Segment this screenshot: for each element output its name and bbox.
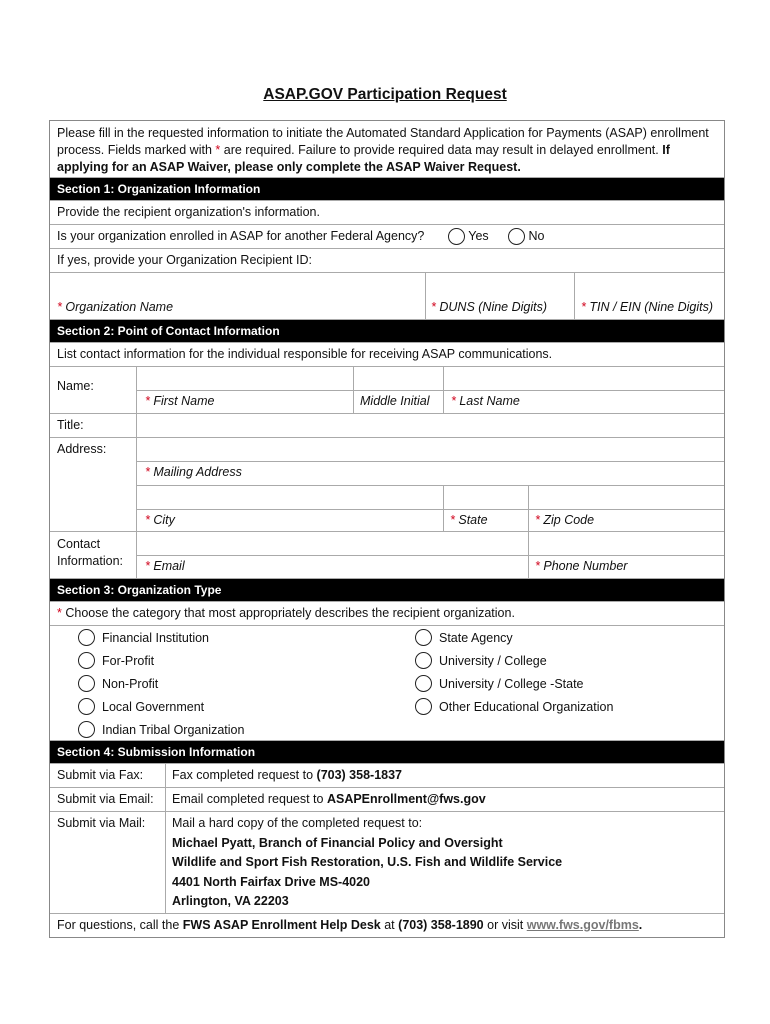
page-title: ASAP.GOV Participation Request [263,86,507,103]
footer-at: at [384,918,395,932]
mailing-address-label: Mailing Address [153,465,242,479]
email-value [166,788,724,811]
option-label: For-Profit [102,654,155,668]
option-label: Other Educational Organization [439,700,614,714]
help-desk-phone: (703) 358-1890 [398,918,484,932]
intro-sentence: Please fill in the requested information to initiate the Automated Standard Application for Payments (ASAP) enrollment process. Fields marked with [57,126,709,157]
title-label: Title: [57,418,84,432]
address-fields: * Mailing Address * City * State * Zip Code [136,438,724,531]
tin-label: TIN / EIN (Nine Digits) [589,300,713,314]
name-fields: * First Name Middle Initial * Last Name [136,367,724,413]
required-asterisk: * [215,143,221,157]
recipient-id-text: If yes, provide your Organization Recipient ID: [50,248,724,272]
option-label: State Agency [439,631,513,645]
org-name-label: Organization Name [65,300,174,314]
option-label: University / College -State [439,677,584,691]
fax-text: Fax completed request to [172,768,314,782]
zip-label: Zip Code [543,513,595,527]
option-local-government[interactable] [78,698,204,716]
mail-text: Mail a hard copy of the completed request to: [172,816,423,830]
yes-radio[interactable] [448,228,465,245]
option-label: Local Government [102,700,205,714]
contact-list-text: List contact information for the individual responsible for receiving ASAP communications. [50,342,724,366]
no-radio[interactable] [508,228,525,245]
option-label: Indian Tribal Organization [102,723,245,737]
enrollment-email: ASAPEnrollment@fws.gov [326,792,486,806]
org-type-options [50,625,724,740]
mail-label: Submit via Mail: [50,812,166,913]
radio-icon[interactable] [415,698,432,715]
title-row [50,413,724,437]
waiver-note: If applying for an ASAP Waiver, please only complete the ASAP Waiver Request. [57,143,670,174]
option-university-state[interactable] [415,675,584,693]
footer-row [50,913,724,937]
request-form [49,120,725,938]
intro-text [50,121,724,177]
last-name-label: Last Name [459,394,520,408]
footer-text: For questions, call the [57,918,180,932]
option-label: Non-Profit [102,677,159,691]
mail-row [50,811,724,913]
information-label: Information: [57,554,124,568]
radio-icon[interactable] [415,629,432,646]
choose-category-text: Choose the category that most appropriately describes the recipient organization. [65,606,515,620]
footer-visit: or visit [487,918,524,932]
provide-info-text: Provide the recipient organization's information. [50,200,724,224]
email-submit-label: Submit via Email: [50,788,166,811]
phone-label: Phone Number [543,559,628,573]
org-fields-row: * Organization Name * DUNS (Nine Digits) * TIN / EIN (Nine Digits) [50,272,724,319]
enrolled-question-row [50,224,724,248]
option-financial-institution[interactable] [78,629,209,647]
mail-value [166,812,724,912]
no-label: No [528,229,545,243]
address-block [50,437,724,531]
choose-category-row: * Choose the category that most appropriately describes the recipient organization. [50,601,724,625]
city-label: City [153,513,175,527]
option-label: Financial Institution [102,631,210,645]
mail-line-1: Michael Pyatt, Branch of Financial Policy and Oversight [172,835,503,850]
name-label: Name: [57,379,94,393]
fbms-link[interactable]: www.fws.gov/fbms [526,918,639,932]
mail-line-4: Arlington, VA 22203 [172,894,289,908]
option-indian-tribal[interactable] [78,721,244,739]
option-for-profit[interactable] [78,652,154,670]
fax-value [166,764,724,787]
email-label: Email [153,559,185,573]
contact-info-row [50,531,724,578]
mail-line-2: Wildlife and Sport Fish Restoration, U.S. Fish and Wildlife Service [172,855,563,869]
radio-icon[interactable] [78,698,95,715]
title-field[interactable] [136,414,724,437]
email-text: Email completed request to [172,792,324,806]
duns-label: DUNS (Nine Digits) [439,300,548,314]
fax-label: Submit via Fax: [50,764,166,787]
middle-initial-label: Middle Initial [360,394,430,408]
radio-icon[interactable] [78,721,95,738]
radio-icon[interactable] [415,652,432,669]
fax-row [50,763,724,787]
enrolled-question: Is your organization enrolled in ASAP for another Federal Agency? [57,229,425,243]
option-university[interactable] [415,652,547,670]
section-1-header: Section 1: Organization Information [50,177,724,200]
option-label: University / College [439,654,547,668]
email-row [50,787,724,811]
contact-label: Contact [57,537,101,551]
radio-icon[interactable] [415,675,432,692]
section-4-header: Section 4: Submission Information [50,740,724,763]
state-label: State [458,513,488,527]
yes-label: Yes [468,229,489,243]
help-desk-name: FWS ASAP Enrollment Help Desk [182,918,381,932]
radio-icon[interactable] [78,629,95,646]
fax-number: (703) 358-1837 [316,768,403,782]
option-non-profit[interactable] [78,675,158,693]
address-label: Address: [57,442,107,456]
section-2-header: Section 2: Point of Contact Information [50,319,724,342]
contact-fields: * Email * Phone Number [136,532,724,578]
radio-icon[interactable] [78,675,95,692]
first-name-label: First Name [153,394,215,408]
mail-line-3: 4401 North Fairfax Drive MS-4020 [172,874,371,889]
option-other-educational[interactable] [415,698,613,716]
radio-icon[interactable] [78,652,95,669]
option-state-agency[interactable] [415,629,513,647]
footer-period: . [638,918,643,932]
name-row [50,366,724,413]
section-3-header: Section 3: Organization Type [50,578,724,601]
intro-sentence-2: are required. Failure to provide required data may result in delayed enrollment. [223,143,659,157]
